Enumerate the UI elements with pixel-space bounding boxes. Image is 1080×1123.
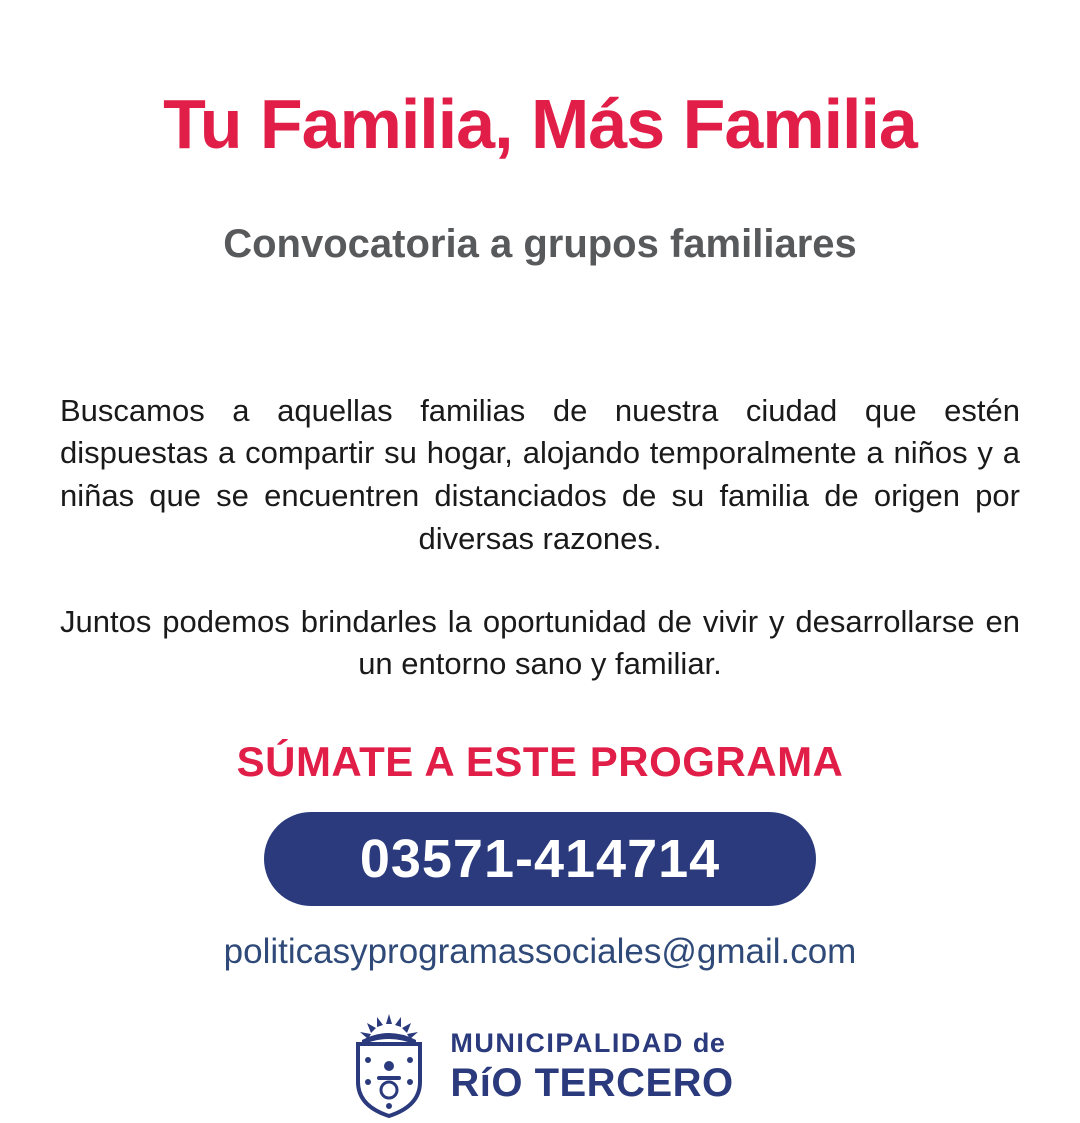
body-paragraph-1: Buscamos a aquellas familias de nuestra ciudad que estén dispuestas a compartir su hogar, alojando temporalmente a niños y a niñas que se encuentren distanciados de su familia de origen por diversas razones. — [60, 392, 1020, 556]
logo-line-municipalidad — [450, 1027, 733, 1058]
body-paragraph-2: Juntos podemos brindarles la oportunidad de vivir y desarrollarse en un entorno sano y familiar. — [60, 603, 1020, 682]
logo-text — [450, 1027, 734, 1105]
email-link[interactable]: politicasyprogramassociales@gmail.com — [223, 932, 857, 972]
phone-number-button[interactable]: 03571-414714 — [264, 812, 816, 906]
footer-logo — [346, 1014, 733, 1118]
call-to-action-heading: SÚMATE A ESTE PROGRAMA — [236, 738, 844, 786]
page-title: Tu Familia, Más Familia — [163, 85, 917, 163]
coat-of-arms-icon — [346, 1014, 432, 1118]
body-text-block — [60, 390, 1020, 687]
logo-line-rio-tercero: RíO TERCERO — [450, 1060, 734, 1105]
page-subtitle: Convocatoria a grupos familiares — [223, 222, 857, 267]
logo-word-municipalidad: MUNICIPALIDAD — [450, 1027, 684, 1058]
logo-word-de: de — [692, 1027, 726, 1058]
